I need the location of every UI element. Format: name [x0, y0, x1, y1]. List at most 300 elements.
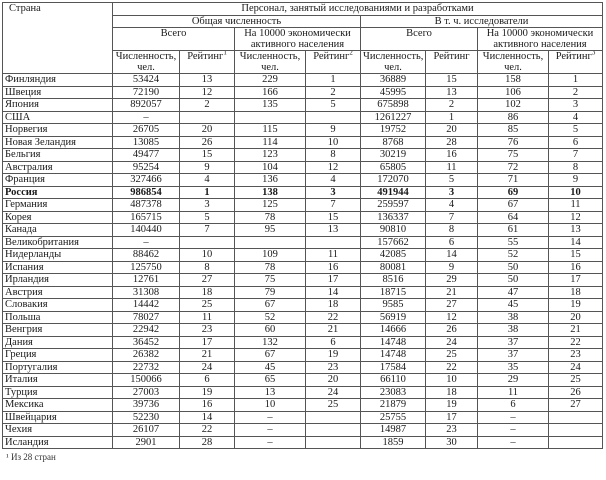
researchers-rank-cell: 26 [426, 324, 478, 337]
researchers-per10000-rank-cell: 2 [549, 86, 603, 99]
total-per10000-cell: 67 [235, 349, 306, 362]
researchers-count-cell: 8768 [361, 136, 426, 149]
total-per10000-rank-cell: 6 [306, 336, 361, 349]
total-per10000-cell [235, 236, 306, 249]
total-rank-cell: 23 [180, 324, 235, 337]
country-cell: Австрия [3, 286, 113, 299]
researchers-rank-cell: 16 [426, 149, 478, 162]
researchers-rank-cell: 2 [426, 99, 478, 112]
country-cell: Венгрия [3, 324, 113, 337]
researchers-count-cell: 14748 [361, 349, 426, 362]
researchers-per10000-cell: – [478, 411, 549, 424]
researchers-count-cell: 30219 [361, 149, 426, 162]
total-rank-cell: 1 [180, 186, 235, 199]
country-cell: Канада [3, 224, 113, 237]
total-per10000-cell: – [235, 424, 306, 437]
total-per10000-rank-cell: 22 [306, 311, 361, 324]
count-header: Численность, чел. [478, 51, 549, 74]
researchers-rank-cell: 23 [426, 424, 478, 437]
total-per10000-cell: 67 [235, 299, 306, 312]
table-row [3, 436, 603, 449]
country-cell: Чехия [3, 424, 113, 437]
researchers-per10000-rank-cell: 26 [549, 386, 603, 399]
total-count-cell: 39736 [113, 399, 180, 412]
table-row [3, 386, 603, 399]
total-count-cell: 26705 [113, 124, 180, 137]
researchers-per10000-cell: 50 [478, 261, 549, 274]
researchers-rank-cell: 17 [426, 411, 478, 424]
researchers-per10000-rank-cell: 21 [549, 324, 603, 337]
researchers-per10000-cell: 37 [478, 349, 549, 362]
total-rank-cell: 6 [180, 374, 235, 387]
researchers-rank-cell: 14 [426, 249, 478, 262]
researchers-per10000-cell: 86 [478, 111, 549, 124]
total-per10000-cell: 65 [235, 374, 306, 387]
table-row [3, 299, 603, 312]
researchers-rank-cell: 19 [426, 399, 478, 412]
researchers-per10000-rank-cell: 6 [549, 136, 603, 149]
total-per10000-cell: 78 [235, 261, 306, 274]
researchers-rank-cell: 7 [426, 211, 478, 224]
researchers-per10000-cell: 29 [478, 374, 549, 387]
total-per10000-rank-cell [306, 436, 361, 449]
table-row [3, 211, 603, 224]
researchers-per10000-rank-cell: 13 [549, 224, 603, 237]
country-cell: Бельгия [3, 149, 113, 162]
researchers-header: В т. ч. исследователи [361, 15, 603, 28]
total-per10000-cell: 60 [235, 324, 306, 337]
total-per10000-cell: 45 [235, 361, 306, 374]
researchers-per10000-rank-cell: 27 [549, 399, 603, 412]
total-rank-cell: 26 [180, 136, 235, 149]
researchers-per10000-cell: 11 [478, 386, 549, 399]
researchers-per10000-rank-cell: 11 [549, 199, 603, 212]
researchers-count-cell: 45995 [361, 86, 426, 99]
country-cell: Швейцария [3, 411, 113, 424]
researchers-rank-cell: 13 [426, 86, 478, 99]
table-row [3, 111, 603, 124]
country-cell: Мексика [3, 399, 113, 412]
total-count-cell: 150066 [113, 374, 180, 387]
total-count-cell: 22942 [113, 324, 180, 337]
country-cell: Новая Зеландия [3, 136, 113, 149]
researchers-rank-cell: 1 [426, 111, 478, 124]
table-row [3, 311, 603, 324]
total-per10000-cell: 114 [235, 136, 306, 149]
total-rank-cell: 7 [180, 224, 235, 237]
country-cell: Греция [3, 349, 113, 362]
researchers-per10000-cell: 38 [478, 324, 549, 337]
researchers-per10000-rank-cell: 8 [549, 161, 603, 174]
total-per10000-cell: – [235, 411, 306, 424]
country-cell: Великобритания [3, 236, 113, 249]
country-cell: Испания [3, 261, 113, 274]
table-row [3, 249, 603, 262]
rank-header: Рейтинг$^3$ [549, 51, 603, 74]
total-per10000-rank-cell [306, 424, 361, 437]
researchers-rank-cell: 18 [426, 386, 478, 399]
researchers-per10000-rank-cell: 23 [549, 349, 603, 362]
researchers-count-cell: 65805 [361, 161, 426, 174]
table-row [3, 236, 603, 249]
table-row [3, 186, 603, 199]
country-cell: Швеция [3, 86, 113, 99]
total-per10000-cell: 135 [235, 99, 306, 112]
researchers-per10000-rank-cell: 7 [549, 149, 603, 162]
researchers-per10000-cell: 52 [478, 249, 549, 262]
footnote: ¹ Из 28 стран [6, 452, 56, 462]
researchers-count-cell: 14987 [361, 424, 426, 437]
total-per10000-rank-cell: 13 [306, 224, 361, 237]
researchers-rank-cell: 11 [426, 161, 478, 174]
total-per10000-rank-cell [306, 411, 361, 424]
total-count-cell: 165715 [113, 211, 180, 224]
researchers-count-cell: 675898 [361, 99, 426, 112]
total-rank-cell [180, 236, 235, 249]
researchers-count-cell: 90810 [361, 224, 426, 237]
table-row [3, 324, 603, 337]
researchers-rank-cell: 28 [426, 136, 478, 149]
country-cell: Ирландия [3, 274, 113, 287]
researchers-per10000-rank-cell [549, 411, 603, 424]
total-per10000-rank-cell [306, 111, 361, 124]
researchers-per10000-cell: 61 [478, 224, 549, 237]
total-count-cell: 95254 [113, 161, 180, 174]
researchers-per10000-cell: 55 [478, 236, 549, 249]
researchers-per10000-rank-cell: 1 [549, 74, 603, 87]
total-per10000-rank-cell [306, 236, 361, 249]
total-count-cell: 13085 [113, 136, 180, 149]
researchers-per10000-rank-cell: 15 [549, 249, 603, 262]
total-per10000-cell: 52 [235, 311, 306, 324]
researchers-rank-cell: 22 [426, 361, 478, 374]
researchers-per10000-cell: 69 [478, 186, 549, 199]
total-per10000-rank-cell: 1 [306, 74, 361, 87]
country-header: Страна [3, 3, 113, 74]
researchers-per10000-rank-cell: 3 [549, 99, 603, 112]
researchers-per10000-rank-cell: 20 [549, 311, 603, 324]
total-count-cell: 72190 [113, 86, 180, 99]
total-per10000-cell: 13 [235, 386, 306, 399]
researchers-count-cell: 1261227 [361, 111, 426, 124]
table-row [3, 336, 603, 349]
country-cell: Финляндия [3, 74, 113, 87]
total-rank-cell: 3 [180, 199, 235, 212]
researchers-per10000-rank-cell: 14 [549, 236, 603, 249]
total-per10000-cell [235, 111, 306, 124]
total-count-cell: 487378 [113, 199, 180, 212]
researchers-rank-cell: 15 [426, 74, 478, 87]
researchers-per10000-rank-cell: 24 [549, 361, 603, 374]
researchers-per10000-cell: 50 [478, 274, 549, 287]
table-row [3, 411, 603, 424]
table-row [3, 349, 603, 362]
total-per10000-rank-cell: 17 [306, 274, 361, 287]
researchers-per10000-cell: 35 [478, 361, 549, 374]
rd-personnel-table [2, 2, 603, 449]
country-cell: Корея [3, 211, 113, 224]
total-per10000-rank-cell: 14 [306, 286, 361, 299]
rank-header: Рейтинг$^1$ [180, 51, 235, 74]
researchers-count-cell: 56919 [361, 311, 426, 324]
researchers-count-cell: 136337 [361, 211, 426, 224]
researchers-rank-cell: 4 [426, 199, 478, 212]
total-per10000-cell: 104 [235, 161, 306, 174]
total-count-cell: 14442 [113, 299, 180, 312]
researchers-count-cell: 80081 [361, 261, 426, 274]
total-per10000-rank-cell: 18 [306, 299, 361, 312]
total-per10000-rank-cell: 12 [306, 161, 361, 174]
total-rank-cell: 20 [180, 124, 235, 137]
total-rank-cell: 27 [180, 274, 235, 287]
total-per10000-cell: 95 [235, 224, 306, 237]
researchers-per10000-rank-cell: 10 [549, 186, 603, 199]
total-rank-cell: 22 [180, 424, 235, 437]
researchers-count-cell: 9585 [361, 299, 426, 312]
total-per10000-cell: 132 [235, 336, 306, 349]
total-per10000-rank-cell: 19 [306, 349, 361, 362]
researchers-rank-cell: 25 [426, 349, 478, 362]
total-all-header: Всего [113, 28, 235, 51]
researchers-per10000-rank-cell: 18 [549, 286, 603, 299]
total-per10000-rank-cell: 5 [306, 99, 361, 112]
table-row [3, 224, 603, 237]
total-per10000-rank-cell: 15 [306, 211, 361, 224]
researchers-rank-cell: 6 [426, 236, 478, 249]
total-per10000-rank-cell: 10 [306, 136, 361, 149]
document-page [2, 2, 602, 462]
total-rank-cell: 2 [180, 99, 235, 112]
personnel-header: Персонал, занятый исследованиями и разработками [113, 3, 603, 16]
researchers-rank-cell: 8 [426, 224, 478, 237]
country-cell: Италия [3, 374, 113, 387]
total-per10000-cell: 10 [235, 399, 306, 412]
total-per10000-rank-cell: 23 [306, 361, 361, 374]
count-header: Численность, чел. [113, 51, 180, 74]
country-cell: Дания [3, 336, 113, 349]
researchers-per10000-cell: 6 [478, 399, 549, 412]
total-per10000-rank-cell: 2 [306, 86, 361, 99]
researchers-per10000-rank-cell: 17 [549, 274, 603, 287]
country-cell: США [3, 111, 113, 124]
researchers-rank-cell: 30 [426, 436, 478, 449]
total-count-cell: 88462 [113, 249, 180, 262]
total-rank-cell: 5 [180, 211, 235, 224]
researchers-count-cell: 491944 [361, 186, 426, 199]
table-row [3, 361, 603, 374]
total-per10000-rank-cell: 3 [306, 186, 361, 199]
total-rank-cell: 9 [180, 161, 235, 174]
total-count-cell: 22732 [113, 361, 180, 374]
country-cell: Турция [3, 386, 113, 399]
country-cell: Словакия [3, 299, 113, 312]
researchers-count-cell: 19752 [361, 124, 426, 137]
total-rank-cell: 18 [180, 286, 235, 299]
researchers-per10000-cell: 71 [478, 174, 549, 187]
researchers-per10000-cell: 67 [478, 199, 549, 212]
total-per10000-cell: 138 [235, 186, 306, 199]
total-count-cell: 49477 [113, 149, 180, 162]
table-row [3, 174, 603, 187]
researchers-per10000-rank-cell [549, 424, 603, 437]
country-cell: Германия [3, 199, 113, 212]
researchers-per10000-cell: 76 [478, 136, 549, 149]
researchers-per10000-rank-cell: 22 [549, 336, 603, 349]
total-per10000-cell: 136 [235, 174, 306, 187]
total-count-cell: 52230 [113, 411, 180, 424]
researchers-per10000-rank-cell: 4 [549, 111, 603, 124]
rank-header: Рейтинг$^2$ [306, 51, 361, 74]
total-per10000-cell: 78 [235, 211, 306, 224]
researchers-count-cell: 172070 [361, 174, 426, 187]
total-rank-cell: 4 [180, 174, 235, 187]
researchers-all-header: Всего [361, 28, 478, 51]
rank-header: Рейтинг [426, 51, 478, 74]
researchers-per10000-rank-cell: 9 [549, 174, 603, 187]
table-row [3, 86, 603, 99]
total-rank-cell: 25 [180, 299, 235, 312]
total-count-cell: 125750 [113, 261, 180, 274]
researchers-per10000-cell: – [478, 424, 549, 437]
table-row [3, 199, 603, 212]
table-body [3, 74, 603, 449]
researchers-count-cell: 157662 [361, 236, 426, 249]
total-count-cell: 27003 [113, 386, 180, 399]
total-per10000-rank-cell: 20 [306, 374, 361, 387]
researchers-per10000-rank-cell: 12 [549, 211, 603, 224]
total-count-cell: 892057 [113, 99, 180, 112]
table-row [3, 374, 603, 387]
total-per10000-rank-cell: 4 [306, 174, 361, 187]
count-header: Численность, чел. [235, 51, 306, 74]
researchers-rank-cell: 24 [426, 336, 478, 349]
total-per10000-rank-cell: 11 [306, 249, 361, 262]
country-cell: Россия [3, 186, 113, 199]
table-row [3, 74, 603, 87]
total-rank-cell: 8 [180, 261, 235, 274]
researchers-per10000-rank-cell: 5 [549, 124, 603, 137]
researchers-per10000-cell: 47 [478, 286, 549, 299]
total-per10000-cell: 123 [235, 149, 306, 162]
table-row [3, 161, 603, 174]
researchers-count-cell: 14666 [361, 324, 426, 337]
researchers-count-cell: 259597 [361, 199, 426, 212]
researchers-rank-cell: 10 [426, 374, 478, 387]
researchers-per10000-rank-cell: 19 [549, 299, 603, 312]
total-rank-cell: 13 [180, 74, 235, 87]
researchers-rank-cell: 9 [426, 261, 478, 274]
researchers-rank-cell: 21 [426, 286, 478, 299]
researchers-rank-cell: 29 [426, 274, 478, 287]
total-per10000-cell: 229 [235, 74, 306, 87]
researchers-per10000-cell: 158 [478, 74, 549, 87]
total-rank-cell: 24 [180, 361, 235, 374]
total-rank-cell: 28 [180, 436, 235, 449]
total-rank-cell: 11 [180, 311, 235, 324]
researchers-per10000-cell: 72 [478, 161, 549, 174]
total-per10000-cell: 79 [235, 286, 306, 299]
total-count-cell: 31308 [113, 286, 180, 299]
researchers-rank-cell: 3 [426, 186, 478, 199]
table-row [3, 399, 603, 412]
total-per10000-cell: 125 [235, 199, 306, 212]
researchers-per10000-cell: 106 [478, 86, 549, 99]
table-row [3, 424, 603, 437]
researchers-per10000-cell: – [478, 436, 549, 449]
total-rank-cell: 19 [180, 386, 235, 399]
total-count-cell: 53424 [113, 74, 180, 87]
researchers-count-cell: 23083 [361, 386, 426, 399]
table-row [3, 261, 603, 274]
total-per10000-cell: 109 [235, 249, 306, 262]
total-per10000-rank-cell: 8 [306, 149, 361, 162]
total-rank-cell: 14 [180, 411, 235, 424]
total-count-cell: 140440 [113, 224, 180, 237]
table-row [3, 274, 603, 287]
researchers-count-cell: 18715 [361, 286, 426, 299]
table-row [3, 149, 603, 162]
total-count-cell: 36452 [113, 336, 180, 349]
researchers-per10000-cell: 37 [478, 336, 549, 349]
researchers-per10000-header: На 10000 экономически активного населения [478, 28, 603, 51]
researchers-count-cell: 1859 [361, 436, 426, 449]
researchers-count-cell: 14748 [361, 336, 426, 349]
table-row [3, 99, 603, 112]
country-cell: Япония [3, 99, 113, 112]
total-per10000-rank-cell: 21 [306, 324, 361, 337]
researchers-per10000-cell: 64 [478, 211, 549, 224]
country-cell: Норвегия [3, 124, 113, 137]
total-count-cell: 12761 [113, 274, 180, 287]
total-per10000-rank-cell: 9 [306, 124, 361, 137]
researchers-per10000-cell: 85 [478, 124, 549, 137]
researchers-rank-cell: 20 [426, 124, 478, 137]
table-row [3, 286, 603, 299]
researchers-count-cell: 21879 [361, 399, 426, 412]
total-count-cell: – [113, 111, 180, 124]
researchers-per10000-cell: 102 [478, 99, 549, 112]
total-rank-cell: 10 [180, 249, 235, 262]
researchers-rank-cell: 27 [426, 299, 478, 312]
country-cell: Австралия [3, 161, 113, 174]
researchers-per10000-rank-cell: 16 [549, 261, 603, 274]
researchers-count-cell: 42085 [361, 249, 426, 262]
total-per10000-cell: 75 [235, 274, 306, 287]
total-personnel-header: Общая численность [113, 15, 361, 28]
total-count-cell: 78027 [113, 311, 180, 324]
total-per10000-rank-cell: 25 [306, 399, 361, 412]
total-count-cell: 986854 [113, 186, 180, 199]
total-per10000-cell: – [235, 436, 306, 449]
researchers-count-cell: 25755 [361, 411, 426, 424]
total-count-cell: 26107 [113, 424, 180, 437]
researchers-per10000-rank-cell: 25 [549, 374, 603, 387]
total-rank-cell: 16 [180, 399, 235, 412]
total-count-cell: – [113, 236, 180, 249]
total-per10000-rank-cell: 24 [306, 386, 361, 399]
total-rank-cell: 15 [180, 149, 235, 162]
researchers-per10000-cell: 38 [478, 311, 549, 324]
total-per10000-header: На 10000 экономически активного населения [235, 28, 361, 51]
total-per10000-rank-cell: 16 [306, 261, 361, 274]
country-cell: Нидерланды [3, 249, 113, 262]
table-header [3, 3, 603, 74]
researchers-count-cell: 8516 [361, 274, 426, 287]
researchers-per10000-rank-cell [549, 436, 603, 449]
total-rank-cell: 21 [180, 349, 235, 362]
researchers-count-cell: 17584 [361, 361, 426, 374]
total-per10000-cell: 166 [235, 86, 306, 99]
